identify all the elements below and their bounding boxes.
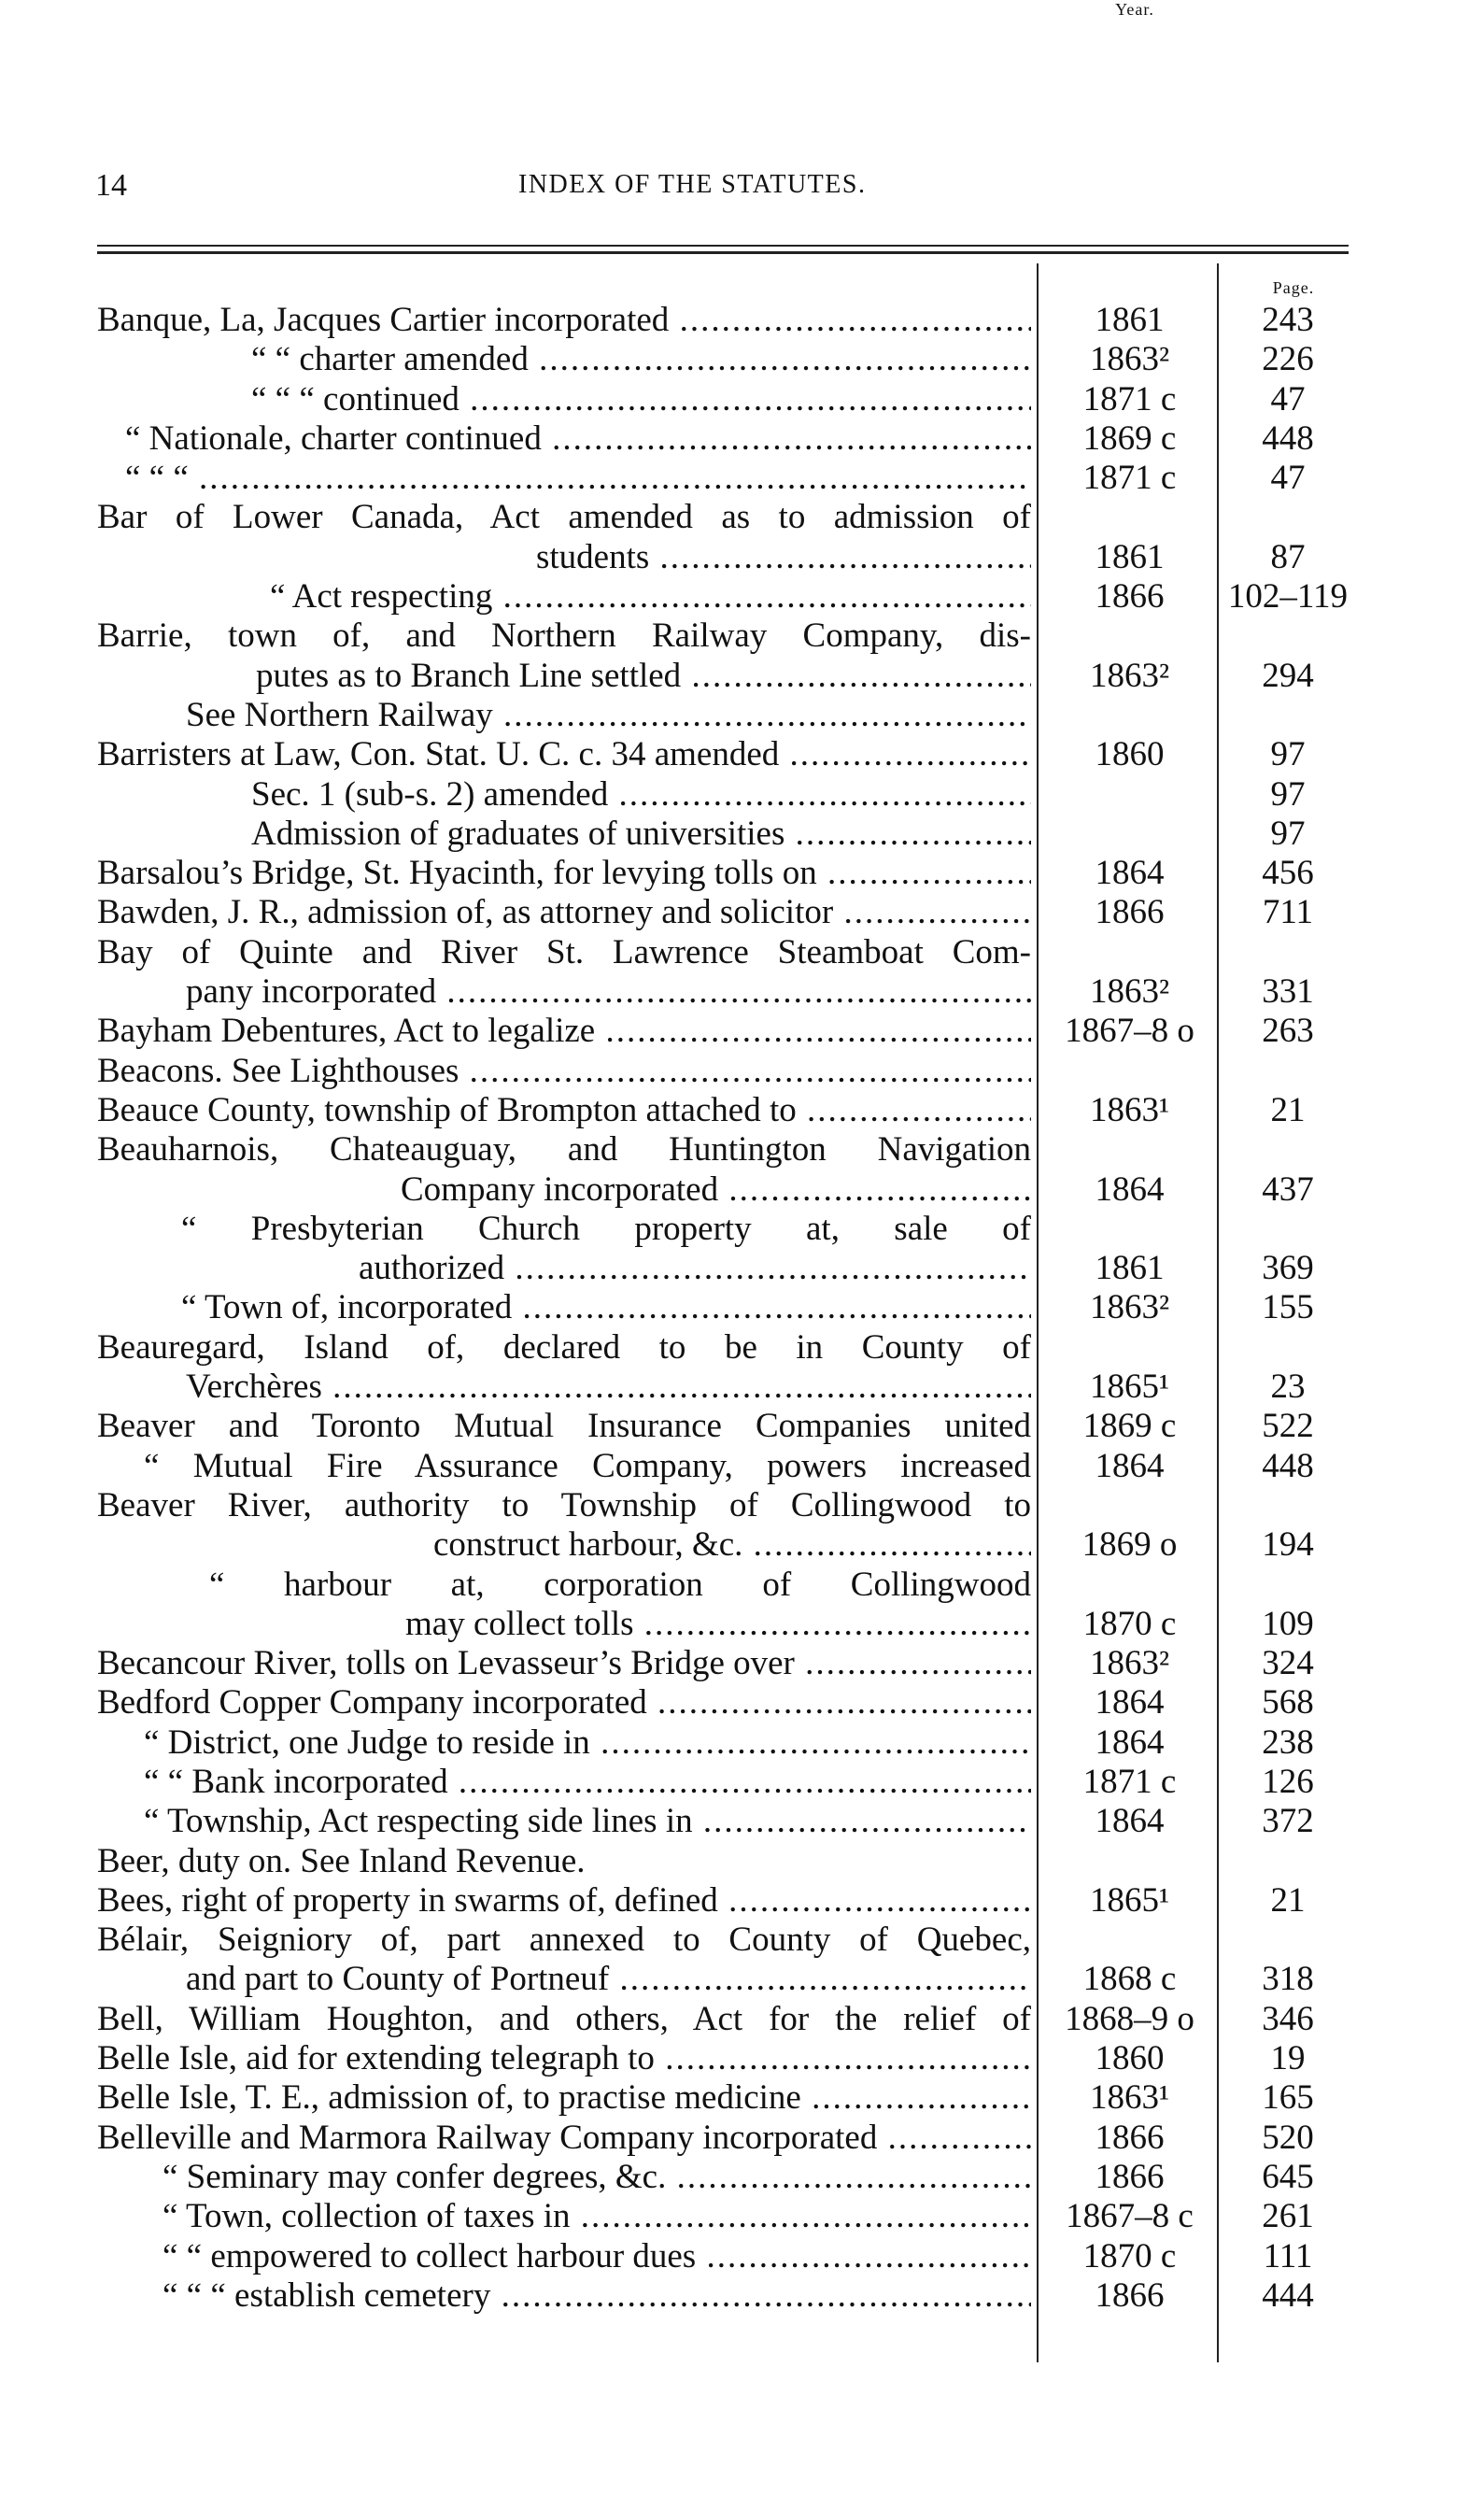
index-entry [97, 301, 1358, 340]
entry-page: 331 [1262, 972, 1314, 1012]
entry-text: Beacons. See Lighthouses ..... [97, 1052, 1031, 1091]
entry-page: 165 [1262, 2078, 1314, 2118]
entry-year: 1867–8 o [1065, 1012, 1194, 1051]
entry-text: See Northern Railway ..... [186, 696, 1031, 735]
index-entry [97, 1683, 1358, 1722]
entry-year: 1868–9 o [1065, 1999, 1194, 2038]
entry-page: 318 [1262, 1960, 1314, 1999]
entry-year: 1864 [1095, 1722, 1165, 1762]
entry-text: may collect tolls ..... [405, 1605, 1031, 1644]
entry-page: 226 [1262, 340, 1314, 379]
entry-page: 294 [1262, 656, 1314, 695]
entry-year: 1866 [1095, 2275, 1165, 2315]
index-entry [97, 1763, 1358, 1802]
entry-text: “ Seminary may confer degrees, &c. ..... [163, 2158, 1031, 2197]
index-entry [97, 1170, 1358, 1210]
entry-page: 47 [1270, 379, 1306, 418]
entry-text: Belleville and Marmora Railway Company incorporated ..... [97, 2119, 1031, 2158]
entry-text: construct harbour, &c. ..... [433, 1525, 1031, 1565]
index-entry [97, 657, 1358, 696]
header-rule-thick [97, 251, 1349, 254]
entry-page: 155 [1262, 1288, 1314, 1327]
entry-page: 109 [1262, 1604, 1314, 1643]
index-entry [97, 538, 1358, 577]
entry-text: Bar of Lower Canada, Act amended as to admission of [97, 498, 1031, 537]
entry-page: 263 [1262, 1012, 1314, 1051]
index-entry [97, 2197, 1358, 2236]
index-entry [97, 2078, 1358, 2118]
entry-page: 261 [1262, 2197, 1314, 2236]
index-entry [97, 498, 1358, 537]
index-entry [97, 696, 1358, 735]
index-entry [97, 1960, 1358, 1999]
entry-text: and part to County of Portneuf ..... [186, 1960, 1031, 1999]
entry-year: 1860 [1095, 735, 1165, 774]
index-entry [97, 1249, 1358, 1288]
index-entry [97, 617, 1358, 656]
header-rule-thin [97, 245, 1349, 247]
entry-text: “ District, one Judge to reside in ..... [144, 1723, 1031, 1763]
entry-page: 21 [1270, 1880, 1306, 1920]
entry-year: 1871 c [1082, 379, 1177, 418]
index-entry [97, 1447, 1358, 1486]
index-entry [97, 2119, 1358, 2158]
entry-text: Bell, William Houghton, and others, Act for the relief of [97, 1999, 1031, 2038]
entry-year: 1864 [1095, 1170, 1165, 1209]
entry-page: 97 [1270, 735, 1306, 774]
entry-page: 23 [1270, 1368, 1306, 1407]
index-entry [97, 1091, 1358, 1130]
entry-text: Beauregard, Island of, declared to be in County of [97, 1327, 1031, 1367]
index-entry [97, 1802, 1358, 1841]
entry-page: 111 [1263, 2236, 1313, 2275]
index-entry [97, 1288, 1358, 1327]
entry-text: “ Town, collection of taxes in ..... [163, 2197, 1031, 2236]
index-entry [97, 2276, 1358, 2316]
entry-text: Barrie, town of, and Northern Railway Company, dis- [97, 617, 1031, 656]
entry-page: 47 [1270, 459, 1306, 498]
index-entry [97, 1881, 1358, 1921]
entry-year: 1861 [1095, 1249, 1165, 1288]
entry-text: Bayham Debentures, Act to legalize ..... [97, 1012, 1031, 1051]
entry-year: 1868 c [1082, 1960, 1177, 1999]
entry-year: 1864 [1095, 854, 1165, 893]
entry-text: students ..... [536, 538, 1031, 577]
entry-page: 97 [1270, 774, 1306, 814]
index-entry [97, 1921, 1358, 1960]
entry-page: 448 [1262, 1446, 1314, 1485]
entry-page: 324 [1262, 1644, 1314, 1683]
index-entry [97, 2237, 1358, 2276]
entry-page: 21 [1270, 1090, 1306, 1129]
entry-page: 102–119 [1227, 577, 1349, 617]
index-entry [97, 1525, 1358, 1565]
entry-text: “ “ “ continued ..... [251, 380, 1031, 419]
entry-text: “ “ “ ..... [125, 459, 1031, 498]
entry-text: Belle Isle, aid for extending telegraph to ..... [97, 2039, 1031, 2078]
entry-text: “ Town of, incorporated ..... [181, 1288, 1031, 1327]
entry-year: 1865¹ [1089, 1368, 1170, 1407]
entry-page: 437 [1262, 1170, 1314, 1209]
index-entry [97, 1723, 1358, 1763]
index-entry [97, 380, 1358, 419]
entry-text: pany incorporated ..... [186, 972, 1031, 1012]
index-entry [97, 1052, 1358, 1091]
entry-page: 456 [1262, 854, 1314, 893]
entry-year: 1863² [1089, 972, 1170, 1012]
entry-text: Bedford Copper Company incorporated ..... [97, 1683, 1031, 1722]
entry-page: 369 [1262, 1249, 1314, 1288]
entry-year: 1863² [1089, 1644, 1170, 1683]
entry-page: 243 [1262, 301, 1314, 339]
entry-year: 1867–8 c [1066, 2197, 1194, 2236]
entry-year: 1870 c [1082, 1604, 1177, 1643]
index-entries [97, 301, 1358, 2316]
entry-year: 1860 [1095, 2039, 1165, 2078]
entry-text: Bay of Quinte and River St. Lawrence Steamboat Com- [97, 932, 1031, 971]
index-entry [97, 2158, 1358, 2197]
entry-text: “ harbour at, corporation of Collingwood [209, 1565, 1031, 1604]
entry-text: “ Mutual Fire Assurance Company, powers increased [144, 1446, 1031, 1485]
entry-year: 1861 [1095, 537, 1165, 576]
index-entry [97, 1407, 1358, 1446]
index-entry [97, 735, 1358, 774]
entry-text: “ “ Bank incorporated ..... [144, 1763, 1031, 1802]
entry-text: “ Presbyterian Church property at, sale of [181, 1209, 1031, 1248]
entry-text: Barsalou’s Bridge, St. Hyacinth, for levying tolls on ..... [97, 854, 1031, 893]
entry-text: Verchères ..... [186, 1368, 1031, 1407]
entry-year: 1864 [1095, 1446, 1165, 1485]
index-entry [97, 1328, 1358, 1368]
entry-text: Banque, La, Jacques Cartier incorporated ..... [97, 301, 1031, 340]
index-entry [97, 1012, 1358, 1051]
index-entry [97, 1368, 1358, 1407]
running-head: INDEX OF THE STATUTES. [518, 170, 867, 199]
index-entry [97, 893, 1358, 932]
entry-text: Beauce County, township of Brompton attached to ..... [97, 1091, 1031, 1130]
index-entry [97, 1566, 1358, 1605]
entry-text: “ “ “ establish cemetery ..... [163, 2276, 1031, 2316]
entry-text: “ “ empowered to collect harbour dues ..... [163, 2237, 1031, 2276]
entry-year: 1866 [1095, 2157, 1165, 2196]
entry-text: Bees, right of property in swarms of, defined ..... [97, 1881, 1031, 1921]
entry-page: 87 [1270, 537, 1306, 576]
entry-year: 1863¹ [1089, 1090, 1170, 1129]
year-column-header: Year. [1115, 0, 1154, 19]
index-entry [97, 459, 1358, 498]
entry-page: 126 [1262, 1762, 1314, 1801]
entry-year: 1869 c [1082, 418, 1177, 458]
entry-page: 444 [1262, 2275, 1314, 2315]
index-entry [97, 775, 1358, 815]
entry-text: Company incorporated ..... [401, 1170, 1031, 1210]
entry-year: 1861 [1095, 301, 1165, 339]
entry-year: 1869 o [1081, 1525, 1178, 1565]
entry-year: 1864 [1095, 1802, 1165, 1841]
entry-text: “ Nationale, charter continued ..... [125, 419, 1031, 459]
index-entry [97, 1486, 1358, 1525]
entry-text: Beaver River, authority to Township of Collingwood to [97, 1485, 1031, 1524]
entry-year: 1863² [1089, 1288, 1170, 1327]
index-entry [97, 972, 1358, 1012]
index-entry [97, 1210, 1358, 1249]
entry-page: 194 [1262, 1525, 1314, 1565]
index-entry [97, 340, 1358, 379]
entry-year: 1866 [1095, 893, 1165, 932]
index-entry [97, 577, 1358, 617]
entry-text: Beaver and Toronto Mutual Insurance Companies united [97, 1407, 1031, 1446]
entry-text: Bawden, J. R., admission of, as attorney and solicitor ..... [97, 893, 1031, 932]
entry-page: 448 [1262, 418, 1314, 458]
index-entry [97, 419, 1358, 459]
entry-text: “ Act respecting ..... [270, 577, 1031, 617]
entry-year: 1865¹ [1089, 1880, 1170, 1920]
entry-text: Sec. 1 (sub-s. 2) amended ..... [251, 775, 1031, 815]
entry-page: 711 [1262, 893, 1314, 932]
entry-year: 1869 c [1082, 1407, 1177, 1446]
index-entry [97, 2039, 1358, 2078]
index-entry [97, 1605, 1358, 1644]
entry-year: 1871 c [1082, 1762, 1177, 1801]
entry-page: 19 [1270, 2039, 1306, 2078]
entry-page: 568 [1262, 1683, 1314, 1722]
entry-page: 645 [1262, 2157, 1314, 2196]
index-entry [97, 1842, 1358, 1881]
entry-text: “ “ charter amended ..... [251, 340, 1031, 379]
entry-page: 346 [1262, 1999, 1314, 2038]
entry-year: 1866 [1095, 2118, 1165, 2157]
index-entry [97, 1130, 1358, 1170]
entry-year: 1870 c [1082, 2236, 1177, 2275]
entry-text: Becancour River, tolls on Levasseur’s Bridge over ..... [97, 1644, 1031, 1683]
entry-year: 1866 [1095, 577, 1165, 617]
index-entry [97, 815, 1358, 854]
entry-page: 97 [1270, 814, 1306, 853]
entry-text: “ Township, Act respecting side lines in ..... [144, 1802, 1031, 1841]
page-column-header: Page. [1272, 278, 1315, 297]
entry-year: 1863² [1089, 656, 1170, 695]
index-entry [97, 2000, 1358, 2039]
entry-text: Barristers at Law, Con. Stat. U. C. c. 34 amended ..... [97, 735, 1031, 774]
entry-page: 238 [1262, 1722, 1314, 1762]
page-number: 14 [95, 168, 127, 203]
index-entry [97, 933, 1358, 972]
entry-text: putes as to Branch Line settled ..... [256, 657, 1031, 696]
entry-text: Bélair, Seigniory of, part annexed to County of Quebec, [97, 1921, 1031, 1960]
entry-page: 520 [1262, 2118, 1314, 2157]
index-entry [97, 854, 1358, 893]
entry-text: Beauharnois, Chateauguay, and Huntington Navigation [97, 1130, 1031, 1170]
entry-text: Admission of graduates of universities ..... [251, 815, 1031, 854]
entry-text: Beer, duty on. See Inland Revenue. [97, 1841, 586, 1880]
entry-text: authorized ..... [359, 1249, 1031, 1288]
entry-page: 372 [1262, 1802, 1314, 1841]
index-entry [97, 1644, 1358, 1683]
entry-year: 1864 [1095, 1683, 1165, 1722]
entry-year: 1863² [1089, 340, 1170, 379]
entry-year: 1871 c [1082, 459, 1177, 498]
entry-page: 522 [1262, 1407, 1314, 1446]
entry-text: Belle Isle, T. E., admission of, to practise medicine ..... [97, 2078, 1031, 2118]
entry-year: 1863¹ [1089, 2078, 1170, 2118]
